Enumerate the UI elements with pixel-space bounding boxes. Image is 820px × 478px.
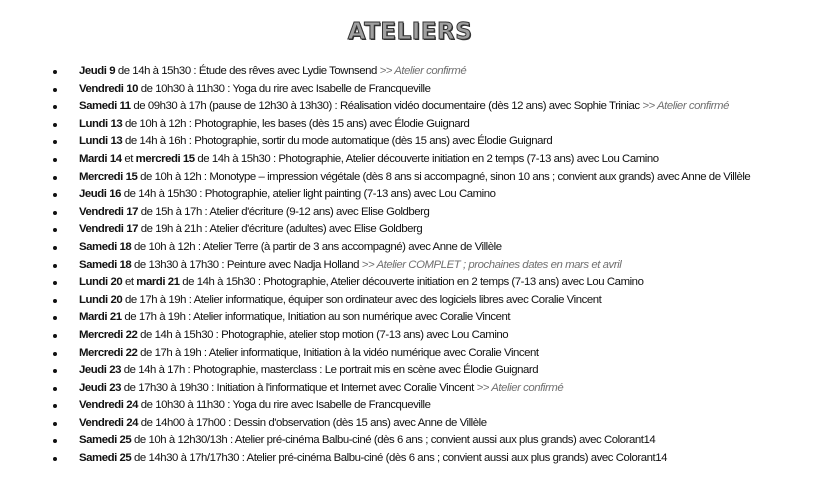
workshop-item — [52, 133, 812, 151]
workshop-item — [52, 415, 812, 433]
workshop-date: Jeudi 16 — [79, 188, 121, 201]
workshop-date: Jeudi 9 — [79, 65, 116, 77]
workshop-date: Samedi 11 — [79, 100, 131, 113]
workshop-date: Mardi 21 — [79, 311, 122, 324]
workshop-details: de 14h00 à 17h00 : Dessin d'observation (dès 15 ans) avec Anne de Villèle — [138, 416, 487, 429]
workshop-item — [52, 450, 812, 468]
workshop-date: Lundi 13 — [79, 135, 123, 148]
workshop-details: de 14h à 16h : Photographie, sortir du mode automatique (dès 15 ans) avec Élodie Guignard — [122, 135, 553, 148]
workshop-item — [52, 239, 812, 257]
workshop-status-note: >> Atelier confirmé — [476, 381, 564, 394]
workshop-details: de 19h à 21h : Atelier d'écriture (adultes) avec Elise Goldberg — [138, 223, 423, 236]
workshop-details: de 10h30 à 11h30 : Yoga du rire avec Isabelle de Francqueville — [138, 399, 431, 412]
workshop-item — [52, 362, 812, 380]
workshop-date: Vendredi 17 — [79, 223, 138, 236]
workshop-item — [52, 345, 812, 363]
workshop-details: de 14h à 15h30 : Étude des rêves avec Lydie Townsend — [115, 65, 380, 77]
workshop-details: de 14h30 à 17h/17h30 : Atelier pré-cinéma Balbu-ciné (dès 6 ans ; convient aussi aux plus grands) avec Colorant14 — [131, 452, 667, 465]
workshop-date: Samedi 18 — [79, 240, 132, 253]
workshop-date: Jeudi 23 — [79, 381, 121, 394]
workshop-date: Mercredi 15 — [79, 170, 138, 183]
workshop-list — [52, 63, 812, 468]
workshop-details: de 14h à 15h30 : Photographie, Atelier découverte initiation en 2 temps (7-13 ans) avec Lou Camino — [179, 276, 644, 289]
workshop-details: de 10h à 12h30/13h : Atelier pré-cinéma Balbu-ciné (dès 6 ans ; convient aussi aux plus grands) avec Colorant14 — [131, 434, 656, 447]
workshop-details: de 10h30 à 11h30 : Yoga du rire avec Isabelle de Francqueville — [138, 82, 431, 95]
workshop-date-joiner: et — [122, 276, 137, 289]
workshop-details: de 10h à 12h : Photographie, les bases (dès 15 ans) avec Élodie Guignard — [122, 117, 470, 130]
workshop-details: de 13h30 à 17h30 : Peinture avec Nadja Holland — [131, 258, 362, 271]
workshop-date: Mardi 14 — [79, 152, 122, 165]
workshop-date: Samedi 25 — [79, 434, 132, 447]
page-title: ATELIERS — [347, 19, 473, 45]
workshop-date: Vendredi 10 — [79, 82, 138, 95]
workshop-item — [52, 274, 812, 292]
workshop-details: de 10h à 12h : Atelier Terre (à partir de 3 ans accompagné) avec Anne de Villèle — [131, 240, 502, 253]
workshop-item — [52, 432, 812, 450]
workshop-status-note: >> Atelier COMPLET ; prochaines dates en mars et avril — [361, 258, 622, 271]
workshop-date: Samedi 25 — [79, 452, 132, 465]
workshop-date-joiner: et — [121, 152, 136, 165]
workshop-details: de 10h à 12h : Monotype – impression végétale (dès 8 ans si accompagné, sinon 10 ans ; convient aux grands) avec Anne de Villèle — [137, 170, 751, 183]
workshop-details: de 17h à 19h : Atelier informatique, équiper son ordinateur avec des logiciels libres avec Coralie Vincent — [122, 293, 602, 306]
workshop-details: de 14h à 15h30 : Photographie, Atelier découverte initiation en 2 temps (7-13 ans) avec Lou Camino — [194, 152, 659, 165]
workshop-details: de 17h à 19h : Atelier informatique, Initiation au son numérique avec Coralie Vincent — [121, 311, 511, 324]
workshop-status-note: >> Atelier confirmé — [379, 65, 467, 77]
workshop-details: de 17h à 19h : Atelier informatique, Initiation à la vidéo numérique avec Coralie Vincent — [137, 346, 539, 359]
workshop-item — [52, 380, 812, 398]
workshop-date: Vendredi 24 — [79, 416, 138, 429]
workshop-date: Lundi 20 — [79, 293, 123, 306]
workshop-details: de 14h à 17h : Photographie, masterclass : Le portrait mis en scène avec Élodie Guignard — [121, 364, 539, 377]
workshop-date: Lundi 13 — [79, 117, 123, 130]
workshop-item — [52, 327, 812, 345]
workshop-item — [52, 63, 812, 81]
workshop-details: de 17h30 à 19h30 : Initiation à l'informatique et Internet avec Coralie Vincent — [121, 381, 477, 394]
workshop-date-second: mercredi 15 — [135, 152, 195, 165]
workshop-item — [52, 221, 812, 239]
workshop-item — [52, 186, 812, 204]
workshop-details: de 14h à 15h30 : Photographie, atelier stop motion (7-13 ans) avec Lou Camino — [137, 328, 509, 341]
workshop-details: de 14h à 15h30 : Photographie, atelier light painting (7-13 ans) avec Lou Camino — [121, 188, 496, 201]
workshop-item — [52, 292, 812, 310]
workshop-date: Vendredi 17 — [79, 205, 138, 218]
workshop-item — [52, 98, 812, 116]
workshop-item — [52, 397, 812, 415]
workshop-date: Lundi 20 — [79, 276, 123, 289]
workshop-item — [52, 257, 812, 275]
workshop-item — [52, 309, 812, 327]
workshop-item — [52, 151, 812, 169]
workshop-date: Mercredi 22 — [79, 346, 138, 359]
workshop-item — [52, 204, 812, 222]
workshop-item — [52, 81, 812, 99]
workshop-status-note: >> Atelier confirmé — [642, 100, 729, 113]
workshop-item — [52, 169, 812, 187]
workshop-details: de 09h30 à 17h (pause de 12h30 à 13h30) : Réalisation vidéo documentaire (dès 12 ans) avec Sophie Triniac — [130, 100, 643, 113]
workshop-date: Jeudi 23 — [79, 364, 121, 377]
workshop-date-second: mardi 21 — [136, 276, 180, 289]
workshop-details: de 15h à 17h : Atelier d'écriture (9-12 ans) avec Elise Goldberg — [138, 205, 430, 218]
workshop-date: Mercredi 22 — [79, 328, 138, 341]
workshop-date: Vendredi 24 — [79, 399, 138, 412]
workshop-date: Samedi 18 — [79, 258, 132, 271]
workshop-item — [52, 116, 812, 134]
